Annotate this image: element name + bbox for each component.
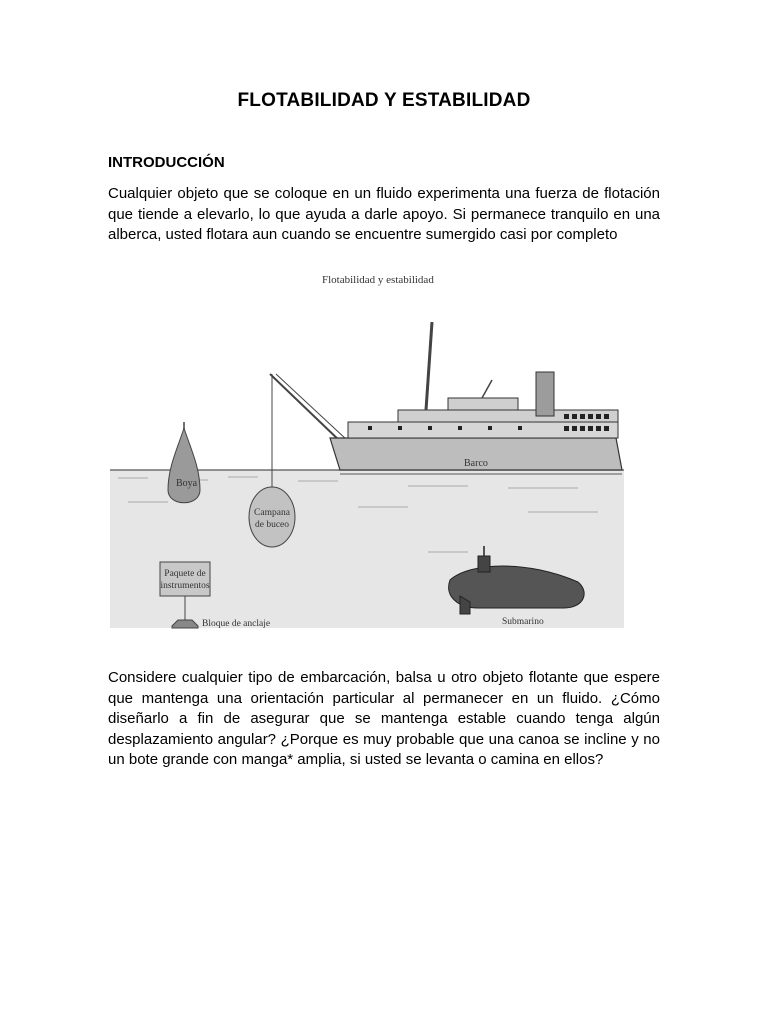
buoy-label: Boya bbox=[176, 478, 198, 489]
section-heading: INTRODUCCIÓN bbox=[108, 154, 225, 171]
diving-bell-label-line1: Campana bbox=[254, 508, 290, 518]
intro-paragraph: Cualquier objeto que se coloque en un fluido experimenta una fuerza de flotación que tiende a elevarlo, lo que ayuda a darle apoyo. Si permanece tranquilo en una alberca, usted flotara aun cuando se encuentre sumergido casi por completo bbox=[108, 185, 660, 243]
ship bbox=[330, 322, 622, 474]
figure-caption: Flotabilidad y estabilidad bbox=[322, 274, 434, 286]
stability-paragraph: Considere cualquier tipo de embarcación, balsa u otro objeto flotante que espere que mantenga una orientación particular al permanecer en un fluido. ¿Cómo diseñarlo a fin de asegurar que se mantenga estable cuando tenga algún desplazamiento angular? ¿Porque es muy probable que una canoa se incline y no un bote grande con manga* amplia, si usted se levanta o camina en ellos? bbox=[108, 669, 660, 768]
instrument-package-label-line1: Paquete de bbox=[164, 569, 206, 579]
anchor-block-label: Bloque de anclaje bbox=[202, 619, 271, 629]
buoy bbox=[168, 422, 200, 503]
diving-bell-label-line2: de buceo bbox=[254, 520, 290, 530]
page-title: FLOTABILIDAD Y ESTABILIDAD bbox=[237, 90, 531, 111]
instrument-package-label-line2: instrumentos bbox=[160, 581, 210, 591]
ship-label: Barco bbox=[464, 458, 488, 469]
submarine-label: Submarino bbox=[502, 617, 544, 627]
buoyancy-illustration bbox=[108, 262, 628, 632]
